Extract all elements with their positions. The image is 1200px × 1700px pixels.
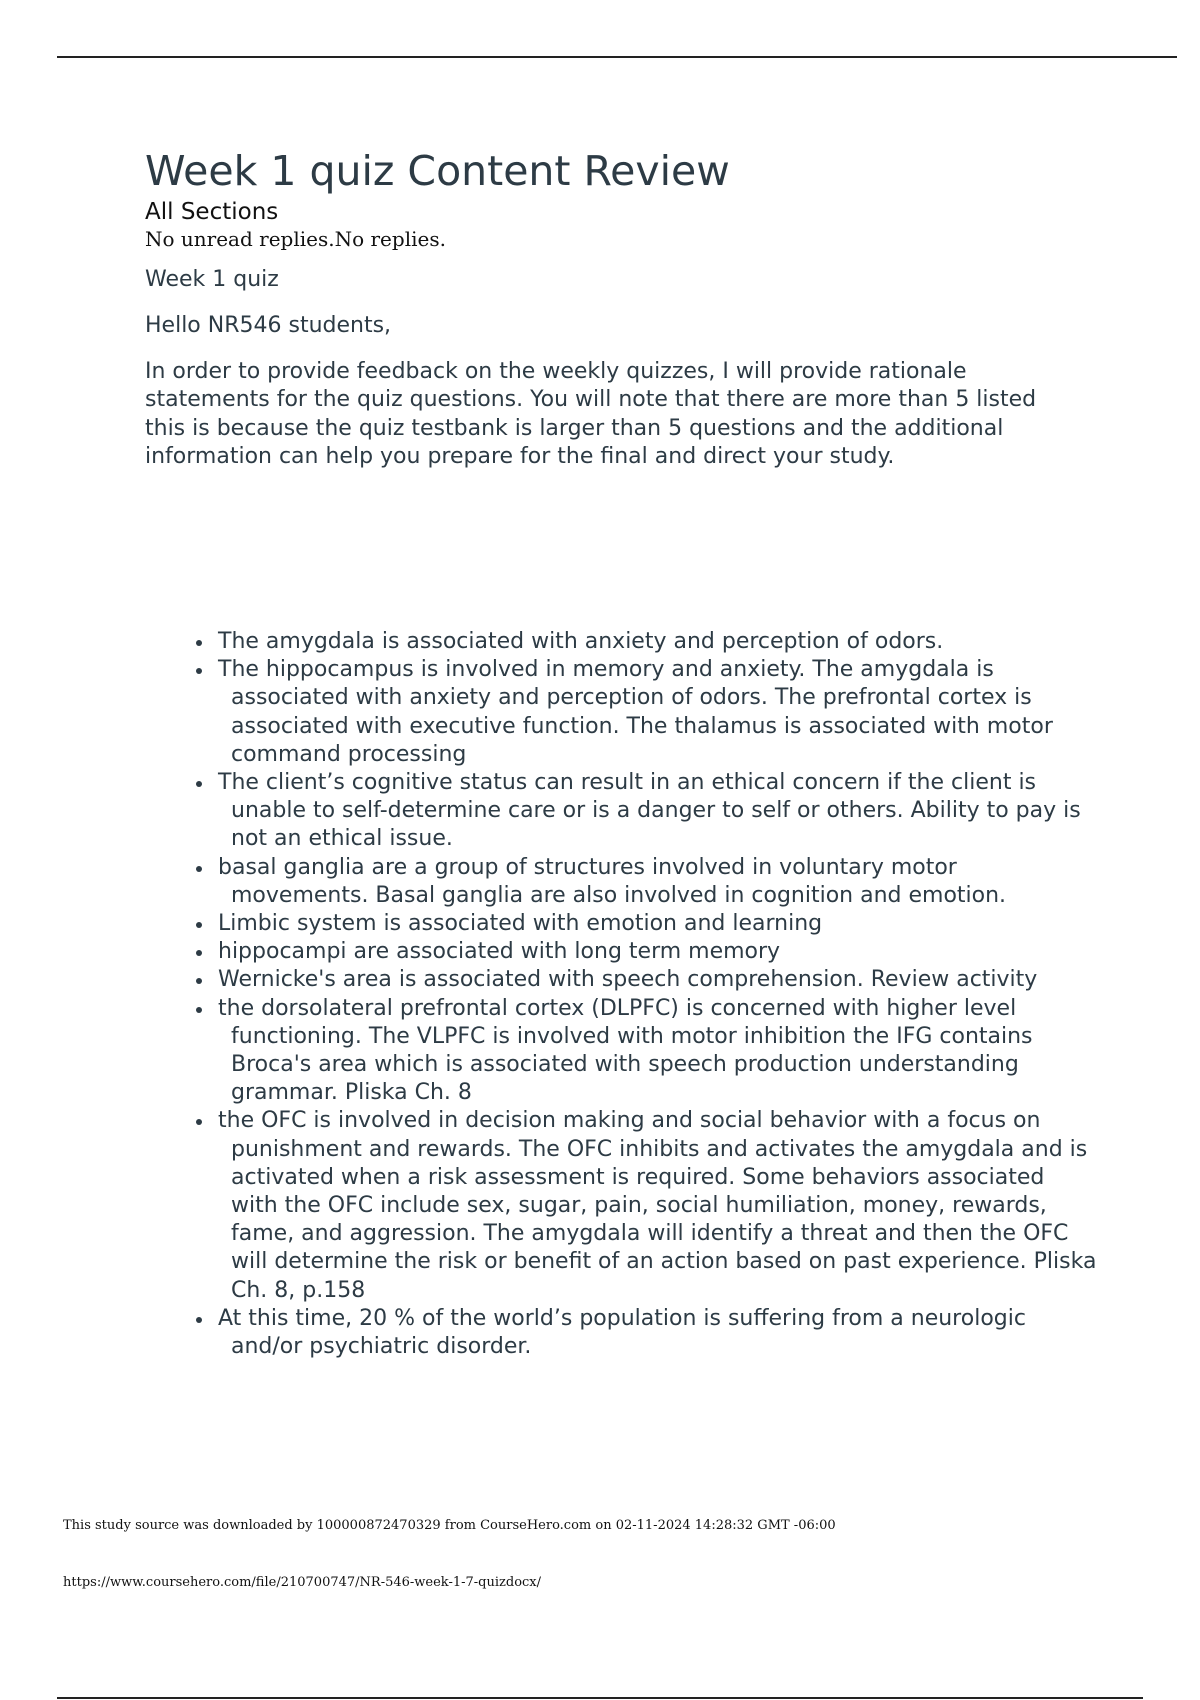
list-item: The client’s cognitive status can result in an ethical concern if the client is unable to self-determine care or is a danger to self or others. Ability to pay is not an ethical issue. [218, 769, 1098, 854]
top-divider [57, 56, 1177, 58]
list-item: Wernicke's area is associated with speech comprehension. Review activity [218, 966, 1098, 994]
list-item: the dorsolateral prefrontal cortex (DLPFC) is concerned with higher level functioning. The VLPFC is involved with motor inhibition the IFG contains Broca's area which is associated with speech production understanding grammar. Pliska Ch. 8 [218, 995, 1098, 1108]
bottom-divider [57, 1697, 1143, 1699]
replies-status: No unread replies.No replies. [145, 227, 446, 251]
document-body [145, 146, 1105, 471]
sections-label: All Sections [145, 199, 279, 225]
greeting: Hello NR546 students, [145, 313, 392, 338]
list-item: the OFC is involved in decision making and social behavior with a focus on punishment and rewards. The OFC inhibits and activates the amygdala and is activated when a risk assessment is required. Some behaviors associated with the OFC include sex, sugar, pain, social humiliation, money, rewards, fame, and aggression. The amygdala will identify a threat and then the OFC will determine the risk or benefit of an action based on past experience. Pliska Ch. 8, p.158 [218, 1107, 1098, 1304]
list-item: The hippocampus is involved in memory and anxiety. The amygdala is associated with anxiety and perception of odors. The prefrontal cortex is associated with executive function. The thalamus is associated with motor command processing [218, 656, 1098, 769]
page-title: Week 1 quiz Content Review [145, 147, 730, 195]
list-item: hippocampi are associated with long term memory [218, 938, 1098, 966]
list-item: At this time, 20 % of the world’s population is suffering from a neurologic and/or psychiatric disorder. [218, 1305, 1098, 1361]
source-url: https://www.coursehero.com/file/210700747/NR-546-week-1-7-quizdocx/ [63, 1575, 542, 1590]
list-item: The amygdala is associated with anxiety and perception of odors. [218, 628, 1098, 656]
download-notice: This study source was downloaded by 100000872470329 from CourseHero.com on 02-11-2024 14:28:32 GMT -06:00 [63, 1518, 836, 1533]
subheading: Week 1 quiz [145, 267, 279, 292]
list-item: Limbic system is associated with emotion and learning [218, 910, 1098, 938]
intro-paragraph: In order to provide feedback on the weekly quizzes, I will provide rationale statements for the quiz questions. You will note that there are more than 5 listed this is because the quiz testbank is larger than 5 questions and the additional information can help you prepare for the final and direct your study. [145, 359, 1037, 469]
list-item: basal ganglia are a group of structures involved in voluntary motor movements. Basal ganglia are also involved in cognition and emotion. [218, 854, 1098, 910]
rationale-list [218, 628, 1098, 1361]
